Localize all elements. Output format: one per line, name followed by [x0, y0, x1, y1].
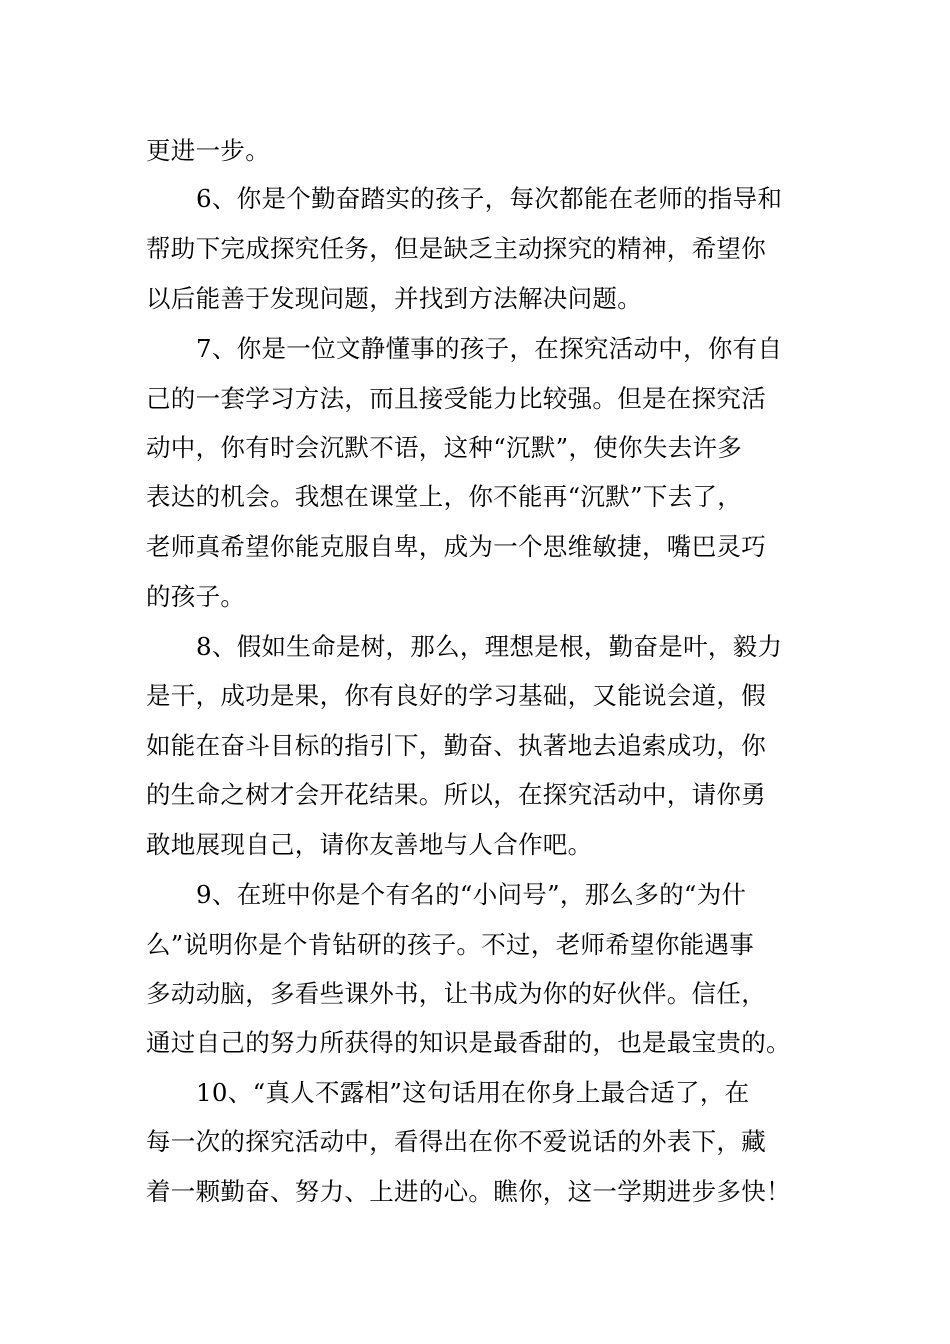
paragraph-8-line-1: 8、假如生命是树，那么，理想是根，勤奋是叶，毅力 — [196, 632, 783, 661]
paragraph-7-line-1: 7、你是一位文静懂事的孩子，在探究活动中，你有自 — [196, 334, 783, 363]
paragraph-9-line-4: 通过自己的努力所获得的知识是最香甜的，也是最宝贵的。 — [146, 1028, 791, 1057]
paragraph-8-line-3: 如能在奋斗目标的指引下，勤奋、执著地去追索成功，你 — [146, 731, 766, 760]
paragraph-9-line-3: 多动动脑，多看些课外书，让书成为你的好伙伴。信任， — [146, 979, 766, 1008]
paragraph-9-line-2: 么”说明你是个肯钻研的孩子。不过，老师希望你能遇事 — [146, 930, 755, 959]
paragraph-7-line-5: 老师真希望你能克服自卑，成为一个思维敏捷，嘴巴灵巧 — [146, 532, 766, 561]
paragraph-10-line-2: 每一次的探究活动中，看得出在你不爱说话的外表下，藏 — [146, 1127, 766, 1156]
paragraph-7-line-4: 表达的机会。我想在课堂上，你不能再“沉默”下去了， — [146, 482, 743, 511]
paragraph-8-line-5: 敢地展现自己，请你友善地与人合作吧。 — [146, 830, 593, 859]
paragraph-6-line-3: 以后能善于发现问题，并找到方法解决问题。 — [146, 284, 642, 313]
paragraph-7-line-2: 己的一套学习方法，而且接受能力比较强。但是在探究活 — [146, 384, 766, 413]
paragraph-5-line-3: 更进一步。 — [146, 136, 270, 165]
paragraph-6-line-2: 帮助下完成探究任务，但是缺乏主动探究的精神，希望你 — [146, 234, 766, 263]
paragraph-10-line-3: 着一颗勤奋、努力、上进的心。瞧你，这一学期进步多快！ — [146, 1177, 791, 1206]
paragraph-6-line-1: 6、你是个勤奋踏实的孩子，每次都能在老师的指导和 — [196, 184, 783, 213]
paragraph-7-line-6: 的孩子。 — [146, 582, 246, 611]
paragraph-7-line-3: 动中，你有时会沉默不语，这种“沉默”，使你失去许多 — [146, 433, 743, 462]
paragraph-9-line-1: 9、在班中你是个有名的“小问号”，那么多的“为什 — [196, 880, 747, 909]
paragraph-10-line-1: 10、“真人不露相”这句话用在你身上最合适了，在 — [196, 1078, 750, 1107]
paragraph-8-line-4: 的生命之树才会开花结果。所以，在探究活动中，请你勇 — [146, 780, 766, 809]
paragraph-8-line-2: 是干，成功是果，你有良好的学习基础，又能说会道，假 — [146, 681, 766, 710]
